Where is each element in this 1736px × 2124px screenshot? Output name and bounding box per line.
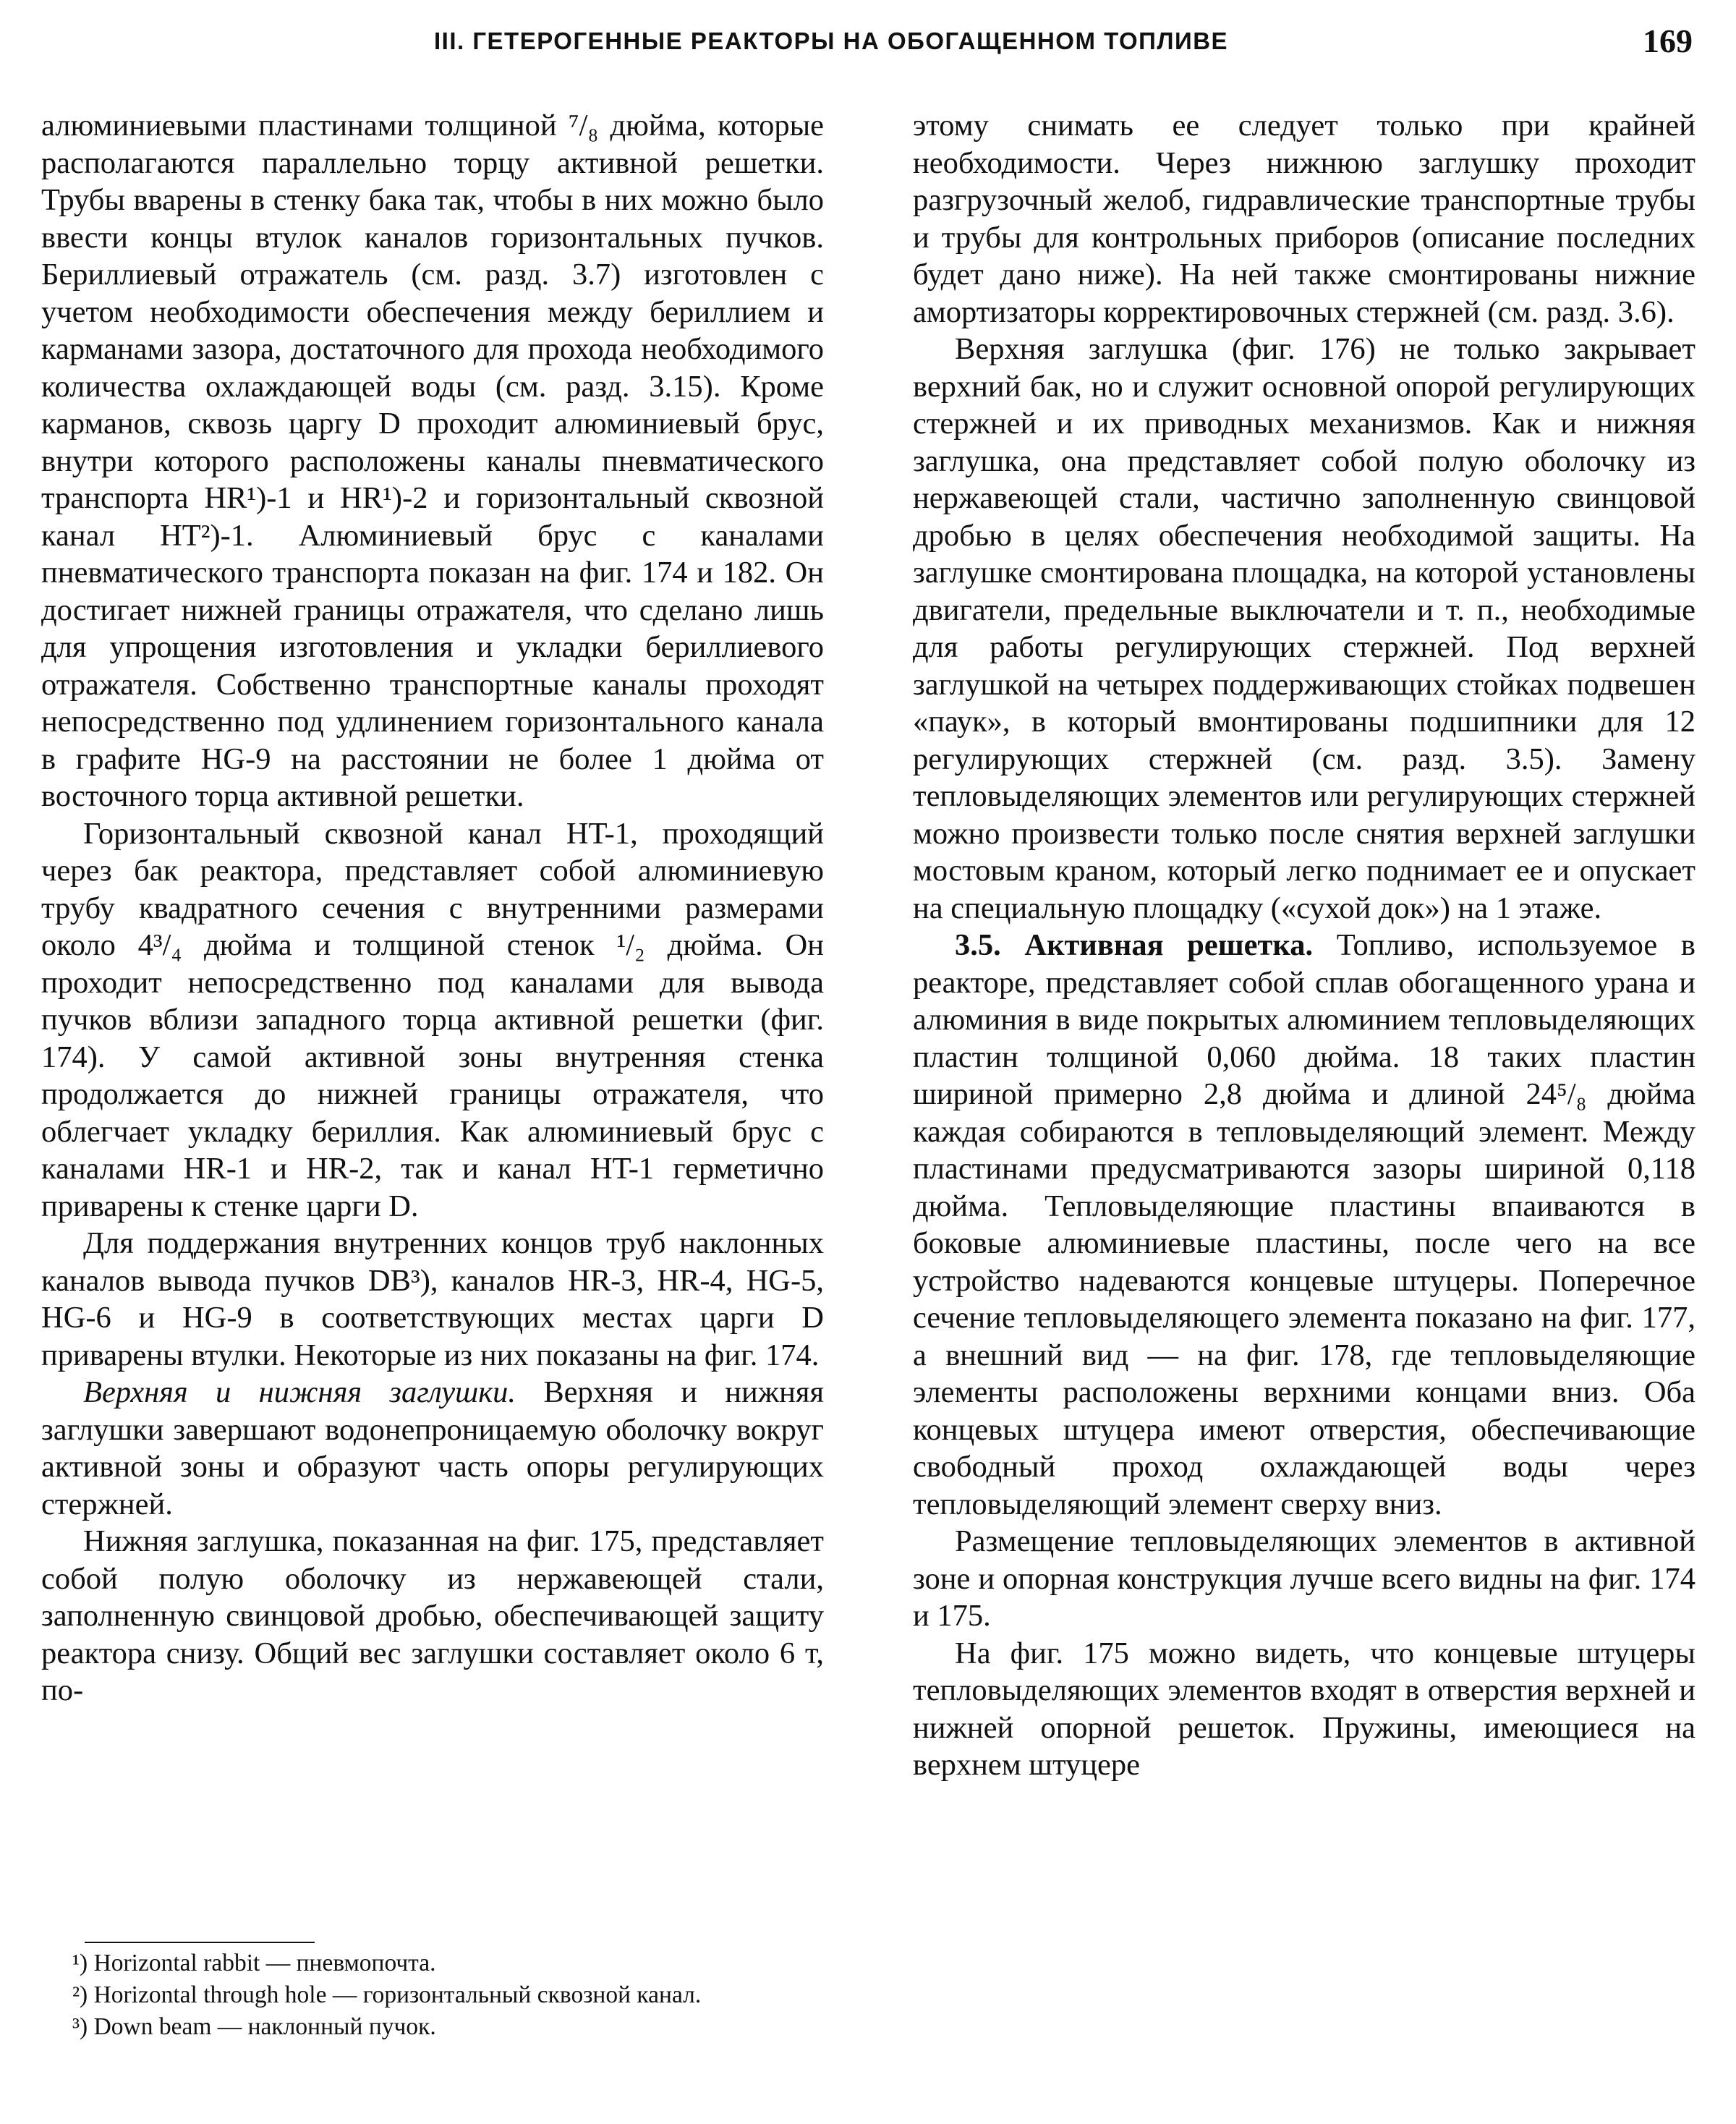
running-head: III. ГЕТЕРОГЕННЫЕ РЕАКТОРЫ НА ОБОГАЩЕННОМ ТОПЛИВЕ [434, 27, 1229, 54]
paragraph: Верхняя заглушка (фиг. 176) не только закрывает верхний бак, но и служит основной опорой регулирующих стержней и их приводных механизмов. Как и нижняя заглушка, она представляет собой полую оболочку из нержавеющей стали, частично заполненную свинцовой дробью в целях обеспечения необходимой защиты. На заглушке смонтирована площадка, на которой установлены двигатели, предельные выключатели и т. п., необходимые для работы регулирующих стержней. Под верхней заглушкой на четырех поддерживающих стойках подвешен «паук», в который вмонтированы подшипники для 12 регулирующих стержней (см. разд. 3.5). Замену тепловыделяющих элементов или регулирующих стержней можно произвести только после снятия верхней заглушки мостовым краном, который легко поднимает ее и опускает на специальную площадку («сухой док») на 1 этаже. [913, 332, 1695, 925]
footnote: ²) Horizontal through hole — горизонтальный сквозной канал. [72, 1981, 702, 2008]
paragraph: На фиг. 175 можно видеть, что концевые штуцеры тепловыделяющих элементов входят в отверстия верхней и нижней опорной решеток. Пружины, имеющиеся на верхнем штуцере [913, 1636, 1695, 1782]
paragraph [41, 1374, 824, 1523]
paragraph: Для поддержания внутренних концов труб наклонных каналов вывода пучков DB³), каналов HR-3, HR-4, HG-5, HG-6 и HG-9 в соответствующих местах царги D приварены втулки. Некоторые из них показаны на фиг. 174. [41, 1226, 824, 1372]
page-header [80, 22, 1700, 65]
paragraph-text: Топливо, используемое в реакторе, представляет собой сплав обогащенного урана и алюминия в виде покрытых алюминием тепловыделяющих пластин толщиной 0,060 дюйма. 18 таких пластин шириной примерно 2,8 дюйма и длиной 24⁵/₈ дюйма каждая собираются в тепловыделяющий элемент. Между пластинами предусматриваются зазоры шириной 0,118 дюйма. Тепловыделяющие пластины впаиваются в боковые алюминиевые пластины, после чего на все устройство надеваются концевые штуцеры. Поперечное сечение тепловыделяющего элемента показано на фиг. 177, а внешний вид — на фиг. 178, где тепловыделяющие элементы расположены верхними концами вниз. Оба концевых штуцера имеют отверстия, обеспечивающие свободный проход охлаждающей воды через тепловыделяющий элемент сверху вниз. [913, 928, 1695, 1521]
page-number: 169 [1643, 22, 1693, 59]
paragraph: Нижняя заглушка, показанная на фиг. 175, представляет собой полую оболочку из нержавеющей стали, заполненную свинцовой дробью, обеспечивающей защиту реактора снизу. Общий вес заглушки составляет около 6 т, по- [41, 1524, 824, 1707]
paragraph: Размещение тепловыделяющих элементов в активной зоне и опорная конструкция лучше всего видны на фиг. 174 и 175. [913, 1524, 1695, 1633]
paragraph: Горизонтальный сквозной канал HT-1, проходящий через бак реактора, представляет собой алюминиевую трубу квадратного сечения с внутренними размерами около 4³/₄ дюйма и толщиной стенок ¹/₂ дюйма. Он проходит непосредственно под каналами для вывода пучков вблизи западного торца активной решетки (фиг. 174). У самой активной зоны внутренняя стенка продолжается до нижней границы отражателя, что облегчает укладку бериллия. Как алюминиевый брус с каналами HR-1 и HR-2, так и канал HT-1 герметично приварены к стенке царги D. [41, 816, 824, 1223]
section-paragraph [913, 927, 1695, 1523]
footnote: ³) Down beam — наклонный пучок. [72, 2013, 436, 2040]
paragraph-text: Верхняя и нижняя заглушки завершают водонепроницаемую оболочку вокруг активной зоны и образуют часть опоры регулирующих стержней. [41, 1375, 824, 1521]
paragraph: этому снимать ее следует только при крайней необходимости. Через нижнюю заглушку проходит разгрузочный желоб, гидравлические транспортные трубы и трубы для контрольных приборов (описание последних будет дано ниже). На ней также смонтированы нижние амортизаторы корректировочных стержней (см. разд. 3.6). [913, 109, 1695, 329]
section-title: 3.5. Активная решетка. [955, 928, 1314, 962]
right-column [913, 107, 1695, 1784]
subsection-title: Верхняя и нижняя заглушки. [83, 1375, 516, 1409]
footnotes [43, 1947, 821, 2043]
left-column [41, 107, 824, 1709]
footnote-divider [85, 1942, 315, 1943]
paragraph: алюминиевыми пластинами толщиной ⁷/₈ дюйма, которые располагаются параллельно торцу активной решетки. Трубы вварены в стенку бака так, чтобы в них можно было ввести концы втулок каналов горизонтальных пучков. Бериллиевый отражатель (см. разд. 3.7) изготовлен с учетом необходимости обеспечения между бериллием и карманами зазора, достаточного для прохода необходимого количества охлаждающей воды (см. разд. 3.15). Кроме карманов, сквозь царгу D проходит алюминиевый брус, внутри которого расположены каналы пневматического транспорта HR¹)-1 и HR¹)-2 и горизонтальный сквозной канал HT²)-1. Алюминиевый брус с каналами пневматического транспорта показан на фиг. 174 и 182. Он достигает нижней границы отражателя, что сделано лишь для упрощения изготовления и укладки бериллиевого отражателя. Собственно транспортные каналы проходят непосредственно под удлинением горизонтального канала в графите HG-9 на расстоянии не более 1 дюйма от восточного торца активной решетки. [41, 109, 824, 813]
footnote: ¹) Horizontal rabbit — пневмопочта. [72, 1950, 436, 1976]
